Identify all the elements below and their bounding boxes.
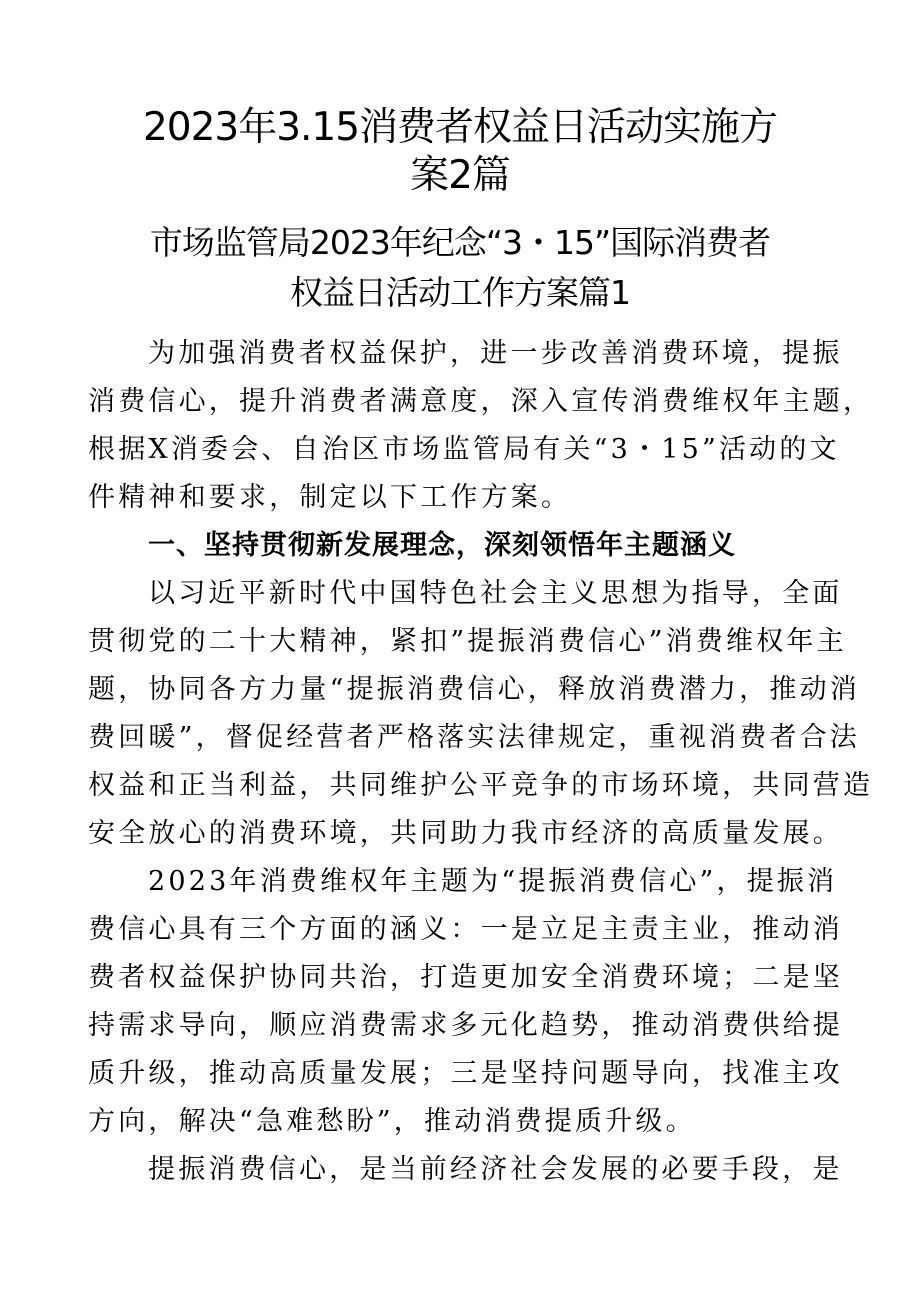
paragraph-1-line: 件精神和要求，制定以下工作方案。	[88, 482, 572, 513]
paragraph-1-line: 根据X消委会、自治区市场监管局有关“3・15”活动的文	[88, 434, 840, 465]
paragraph-3-line: 质升级，推动高质量发展；三是坚持问题导向，找准主攻	[88, 1058, 843, 1089]
paragraph-3-line: 方向，解决“急难愁盼”，推动消费提质升级。	[88, 1106, 696, 1137]
paragraph-2-line: 费回暖”，督促经营者严格落实法律规定，重视消费者合法	[88, 722, 861, 753]
paragraph-2-line: 权益和正当利益，共同维护公平竞争的市场环境，共同营造	[88, 770, 874, 801]
paragraph-2-line: 以习近平新时代中国特色社会主义思想为指导，全面	[148, 578, 843, 609]
document-title-line-2: 案2篇	[410, 153, 510, 198]
paragraph-1-line: 消费信心，提升消费者满意度，深入宣传消费维权年主题，	[88, 386, 874, 417]
paragraph-1-line: 为加强消费者权益保护，进一步改善消费环境，提振	[148, 338, 843, 369]
paragraph-2-line: 题，协同各方力量“提振消费信心，释放消费潜力，推动消	[88, 674, 861, 705]
paragraph-3-line: 费者权益保护协同共治，打造更加安全消费环境；二是坚	[88, 962, 843, 993]
paragraph-3-line: 2023年消费维权年主题为“提振消费信心”，提振消	[148, 866, 838, 897]
paragraph-4-line: 提振消费信心，是当前经济社会发展的必要手段，是	[148, 1154, 843, 1185]
document-title-line-1: 2023年3.15消费者权益日活动实施方	[142, 105, 778, 150]
paragraph-2-line: 贯彻党的二十大精神，紧扣”提振消费信心”消费维权年主	[88, 626, 847, 657]
subtitle-line-1: 市场监管局2023年纪念“3・15”国际消费者	[149, 223, 771, 262]
paragraph-3-line: 持需求导向，顺应消费需求多元化趋势，推动消费供给提	[88, 1010, 843, 1041]
section-heading: 一、坚持贯彻新发展理念，深刻领悟年主题涵义	[148, 530, 736, 561]
paragraph-3-line: 费信心具有三个方面的涵义：一是立足主责主业，推动消	[88, 914, 843, 945]
subtitle-line-2: 权益日活动工作方案篇1	[290, 273, 630, 312]
paragraph-2-line: 安全放心的消费环境，共同助力我市经济的高质量发展。	[88, 818, 843, 849]
